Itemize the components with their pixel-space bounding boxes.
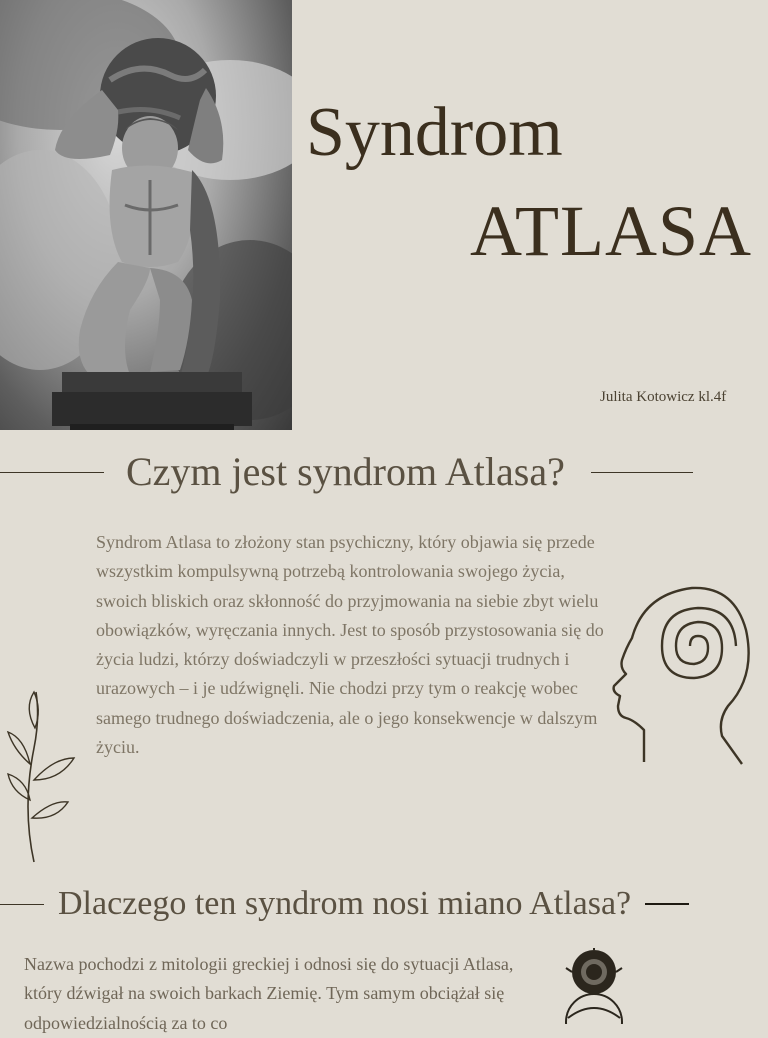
section2-body: Nazwa pochodzi z mitologii greckiej i odnosi się do sytuacji Atlasa, który dźwigał na swoich barkach Ziemię. Tym samym obciążał się odpowiedzialnością za to co <box>24 954 514 1033</box>
author-label: Julita Kotowicz kl.4f <box>600 389 727 405</box>
section-heading-what-is <box>0 449 768 494</box>
section1-heading: Czym jest syndrom Atlasa? <box>126 449 565 494</box>
divider-right <box>591 472 693 473</box>
atlas-statue-photo <box>0 0 292 430</box>
divider-right <box>645 903 689 905</box>
title-syndrom: Syndrom <box>306 94 563 171</box>
plant-sprig-icon <box>4 688 84 866</box>
divider-left <box>0 904 44 905</box>
title-atlasa: ATLASA <box>470 191 753 271</box>
section1-body: Syndrom Atlasa to złożony stan psychiczny, który objawia się przede wszystkim kompulsywną potrzebą kontrolowania swojego życia, swoich bliskich oraz skłonność do przyjmowania na siebie zbyt wielu obowiązków, wyręczania innych. Jest to sposób przystosowania się do życia ludzi, którzy doświadczyli w przeszłości sytuacji trudnych i urazowych – i je udźwignęli. Nie chodzi przy tym o reakcję wobec samego trudnego doświadczenia, ale o jego konsekwencje w dalszym życiu. <box>96 532 604 758</box>
divider-left <box>0 472 104 473</box>
section-heading-why-atlas <box>0 887 768 921</box>
atlas-globe-icon <box>548 948 648 1024</box>
head-spiral-icon <box>604 580 754 770</box>
section2-heading: Dlaczego ten syndrom nosi miano Atlasa? <box>58 885 632 922</box>
